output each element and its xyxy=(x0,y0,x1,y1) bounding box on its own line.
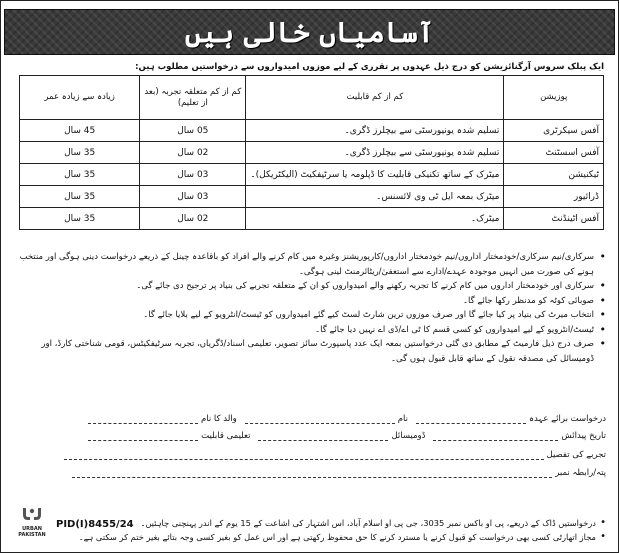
terms-list xyxy=(19,250,606,366)
table-row xyxy=(20,164,604,186)
cell-position: آفس اسسٹنٹ xyxy=(504,142,604,164)
list-item: • سرکاری/نیم سرکاری/خودمختار اداروں/نیم خودمختار اداروں/کارپوریشنز وغیرہ میں کام کرنے والے افراد کو باقاعدہ چینل کے ذریعے درخواست دینی ہوگی اور منتخب ہونے کی صورت میں انہیں موجودہ عہدے/ادارے سے استعفیٰ/ریٹائرمنٹ لینی ہوگی۔ xyxy=(19,250,606,279)
table-row xyxy=(20,120,604,142)
cell-experience: 05 سال xyxy=(140,120,246,142)
table-header-row xyxy=(20,76,604,120)
blank-line xyxy=(88,415,198,424)
cell-experience: 03 سال xyxy=(140,164,246,186)
cell-qualification: تسلیم شدہ یونیورسٹی سے بیچلرز ڈگری۔ xyxy=(246,120,504,142)
cell-position: آفس اٹینڈنٹ xyxy=(504,208,604,230)
cell-position: ٹیکنیشن xyxy=(504,164,604,186)
blank-line xyxy=(72,469,552,478)
list-item: • ٹیسٹ/انٹرویو کے لیے امیدواروں کو کسی قسم کا ٹی اے/ڈی اے نہیں دیا جائے گا۔ xyxy=(19,323,606,338)
blank-line xyxy=(88,432,198,441)
label-domicile: ڈومیسائل xyxy=(391,431,426,441)
cell-qualification: میٹرک کے ساتھ تکنیکی قابلیت کا ڈپلومہ یا سرٹیفکیٹ (الیکٹریکل)۔ xyxy=(246,164,504,186)
form-row-address xyxy=(64,467,606,478)
label-education: تعلیمی قابلیت xyxy=(201,431,251,441)
label-experience: تجربے کی تفصیل xyxy=(546,450,606,460)
blank-line xyxy=(245,415,395,424)
cell-qualification: میٹرک بمعہ ایل ٹی وی لائسنس۔ xyxy=(246,186,504,208)
pid-number: PID(I)8455/24 xyxy=(56,519,134,530)
header-age: زیادہ سے زیادہ عمر xyxy=(20,76,140,120)
cell-experience: 02 سال xyxy=(140,142,246,164)
header-qualification: کم از کم قابلیت xyxy=(246,76,504,120)
list-item: • صرف درج ذیل فارمیٹ کے مطابق دی گئی درخواستیں بمعہ ایک عدد پاسپورٹ سائز تصویر، تعلیمی اسناد/ڈگریاں، تجربہ سرٹیفکیٹس، قومی شناختی کارڈ، اور ڈومیسائل کی مصدقہ نقول کے ساتھ قابل قبول ہوں گی۔ xyxy=(19,337,606,366)
form-row-post xyxy=(80,413,606,424)
blank-line xyxy=(258,432,388,441)
list-item: • مجاز اتھارٹی کسی بھی درخواست کو قبول کرنے یا مسترد کرنے کا حق محفوظ رکھتی ہے اور اس عمل کو بغیر کسی وجہ بتائے بغیر ختم کر سکتی ہے۔ xyxy=(151,530,606,544)
cell-age: 45 سال xyxy=(20,120,140,142)
blank-line xyxy=(416,415,526,424)
label-address: پتہ/رابطہ نمبر xyxy=(555,468,606,478)
vacancy-table xyxy=(19,75,604,230)
list-item: • انتخاب میرٹ کی بنیاد پر کیا جائے گا اور صرف موزوں ترین شارٹ لسٹ کیے گئے امیدواروں کو ٹیسٹ/انٹرویو کے لیے بلایا جائے گا۔ xyxy=(19,308,606,323)
intro-text: ایک پبلک سروس آرگنائزیشن کو درج ذیل عہدوں پر تقرری کے لیے موزوں امیدواروں سے درخواستیں مطلوب ہیں: xyxy=(135,62,604,72)
form-row-experience xyxy=(56,449,606,460)
list-item: • صوبائی کوٹہ کو مدنظر رکھا جائے گا۔ xyxy=(19,294,606,309)
cell-age: 35 سال xyxy=(20,208,140,230)
cell-qualification: تسلیم شدہ یونیورسٹی سے بیچلرز ڈگری۔ xyxy=(246,142,504,164)
logo-text-1: URBAN xyxy=(22,526,42,532)
organization-logo xyxy=(15,506,49,538)
banner-title: آسامیاں خالی ہیں xyxy=(184,15,435,49)
label-father-name: والد کا نام xyxy=(200,414,237,424)
table-row xyxy=(20,186,604,208)
cell-age: 35 سال xyxy=(20,142,140,164)
cell-position: ڈرائیور xyxy=(504,186,604,208)
header-position: پوزیشن xyxy=(504,76,604,120)
table-row xyxy=(20,142,604,164)
blank-line xyxy=(433,432,558,441)
cell-experience: 02 سال xyxy=(140,208,246,230)
logo-icon xyxy=(21,506,43,522)
label-post: درخواست برائے عہدہ xyxy=(528,414,606,424)
table-row xyxy=(20,208,604,230)
cell-position: آفس سیکرٹری xyxy=(504,120,604,142)
cell-experience: 03 سال xyxy=(140,186,246,208)
list-item: • درخواستیں ڈاک کے ذریعے، پی او باکس نمبر 3035، جی پی او اسلام آباد، اس اشتہار کی اشاعت کے 15 یوم کے اندر پہنچنی چاہئیں۔ xyxy=(151,516,606,530)
cell-age: 35 سال xyxy=(20,186,140,208)
header-experience: کم از کم متعلقہ تجربہ (بعد از تعلیم) xyxy=(140,76,246,120)
label-name: نام xyxy=(397,414,408,424)
label-dob: تاریخ پیدائش xyxy=(561,431,606,441)
cell-age: 35 سال xyxy=(20,164,140,186)
form-row-dob xyxy=(80,431,606,441)
blank-line xyxy=(64,451,544,460)
cell-qualification: میٹرک۔ xyxy=(246,208,504,230)
title-banner xyxy=(4,9,615,55)
list-item: • سرکاری اور خودمختار اداروں میں کام کرنے کا تجربہ رکھنے والے امیدواروں کو ان کے متعلقہ تجربے کی بنیاد پر ترجیح دی جائے گی۔ xyxy=(19,279,606,294)
logo-text-2: PAKISTAN xyxy=(18,532,46,538)
